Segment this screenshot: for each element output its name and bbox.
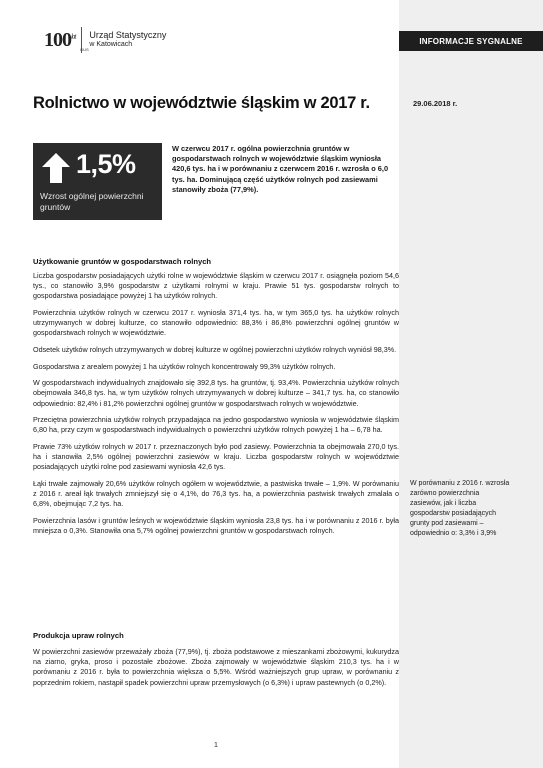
highlight-stat-box xyxy=(33,143,162,220)
paragraph: W powierzchni zasiewów przeważały zboża (77,9%), tj. zboża podstawowe z mieszankami zbożowymi, kukurydza na ziarno, gryka, proso i pozostałe zbożowe. Zboża zajmowały w województwie śląskim 210,3 tys. ha i w porównaniu z 2016 r. była to powierzchnia większa o 5,5%. Wśród ważniejszych grup upraw, w porównaniu z poprzednim rokiem, nastąpił spadek powierzchni upraw przemysłowych (o 6,3%) i upraw pastewnych (o 0,2%). xyxy=(33,647,399,687)
paragraph: Gospodarstwa z arealem powyżej 1 ha użytków rolnych koncentrowały 99,3% użytków rolnych. xyxy=(33,361,336,371)
paragraph: Powierzchnia użytków rolnych w czerwcu 2017 r. wyniosła 371,4 tys. ha, w tym 365,0 tys. ha użytków rolnych utrzymywanych w dobrej kulturze, co stanowiło odpowiednio: 88,3% i 86,8% powierzchni ogólnej gruntów w gospodarstwach rolnych w województwie. xyxy=(33,308,399,338)
section-title-land-use: Użytkowanie gruntów w gospodarstwach rolnych xyxy=(33,257,212,266)
highlight-label: Wzrost ogólnej powierzchni gruntów xyxy=(40,191,144,212)
paragraph: Powierzchnia lasów i gruntów leśnych w województwie śląskim wyniosła 23,8 tys. ha i w porównaniu z 2016 r. była mniejsza o 0,3%. Stanowiła ona 5,7% ogólnej powierzchni gruntów w gospodarstwach rolnych. xyxy=(33,515,399,536)
highlight-value: 1,5% xyxy=(76,149,136,179)
paragraph: Prawie 73% użytków rolnych w 2017 r. przeznaczonych było pod zasiewy. Powierzchnia ta obejmowała 270,0 tys. ha i stanowiła 2,5% ogólnej powierzchni zasiewów w kraju. Liczba gospodarstw rolnych w województwie posiadających użytki rolne pod zasiewami wyniosła 42,6 tys. xyxy=(33,441,399,472)
arrow-up-icon xyxy=(41,152,71,189)
section-title-crop-production: Produkcja upraw rolnych xyxy=(33,631,124,640)
sidebar-background xyxy=(399,0,543,768)
organization-line-2: w Katowicach xyxy=(89,41,133,48)
organization-line-1: Urząd Statystyczny xyxy=(89,30,167,40)
publication-type-banner: INFORMACJE SYGNALNE xyxy=(399,31,543,51)
publication-date: 29.06.2018 r. xyxy=(413,99,458,108)
paragraph: Odsetek użytków rolnych utrzymywanych w dobrej kulturze w ogólnej powierzchni użytków rolnych wyniósł 98,3%. xyxy=(33,345,397,354)
logo-number: $100^{lat}$ xyxy=(44,28,76,51)
paragraph: Łąki trwałe zajmowały 20,6% użytków rolnych ogółem w województwie, a pastwiska trwałe – 1,9%. W porównaniu z 2016 r. areał łąk trwałych zmniejszył się o 4,1%, do 76,3 tys. ha, a powierzchnia pastwisk trwałych zmalała o 6,8%, obejmując 7,2 tys. ha. xyxy=(33,478,399,509)
section-body-crop-production xyxy=(33,647,399,688)
page-number: 1 xyxy=(213,740,219,749)
gus-logo xyxy=(44,27,166,53)
organization-name xyxy=(89,30,166,50)
logo-gus-text: GUS xyxy=(80,47,89,52)
page-title: Rolnictwo w województwie śląskim w 2017 r. xyxy=(33,94,370,112)
paragraph: Przeciętna powierzchnia użytków rolnych przypadająca na jedno gospodarstwo wyniosła w województwie śląskim 6,80 ha, przy czym w gospodarstwach indywidualnych o powierzchni użytków rolnych powyżej 1 ha – 6,78 ha. xyxy=(33,415,399,435)
paragraph: W gospodarstwach indywidualnych znajdowało się 392,8 tys. ha gruntów, tj. 93,4%. Powierzchnia użytków rolnych obejmowała 346,8 tys. ha, w tym użytków rolnych utrzymywanych w dobrej kulturze – 341,7 tys. ha, co stanowiło odpowiednio: 82,4% i 81,2% powierzchni ogólnej gruntów w gospodarstwach rolnych w województwie. xyxy=(33,378,399,408)
lead-paragraph: W czerwcu 2017 r. ogólna powierzchnia gruntów w gospodarstwach rolnych w województwie śląskim wyniosła 420,6 tys. ha i w porównaniu z czerwcem 2016 r. wzrosła o 6,0 tys. ha. Dominującą część użytków rolnych pod zasiewami stanowiły zboża (77,9%). xyxy=(172,144,389,194)
section-body-land-use xyxy=(33,271,399,536)
side-note: W porównaniu z 2016 r. wzrosła zarówno powierzchnia zasiewów, jak i liczba gospodarstw posiadających grunty pod zasiewami – odpowiednio o: 3,3% i 3,9% xyxy=(410,480,510,537)
paragraph: Liczba gospodarstw posiadających użytki rolne w województwie śląskim w czerwcu 2017 r. osiągnęła poziom 54,6 tys., co stanowiło 3,9% gospodarstw z użytkami rolnymi w kraju. Prawie 51 tys. gospodarstw rolnych to gospodarstwa posiadające powyżej 1 ha użytków rolnych. xyxy=(33,271,399,301)
